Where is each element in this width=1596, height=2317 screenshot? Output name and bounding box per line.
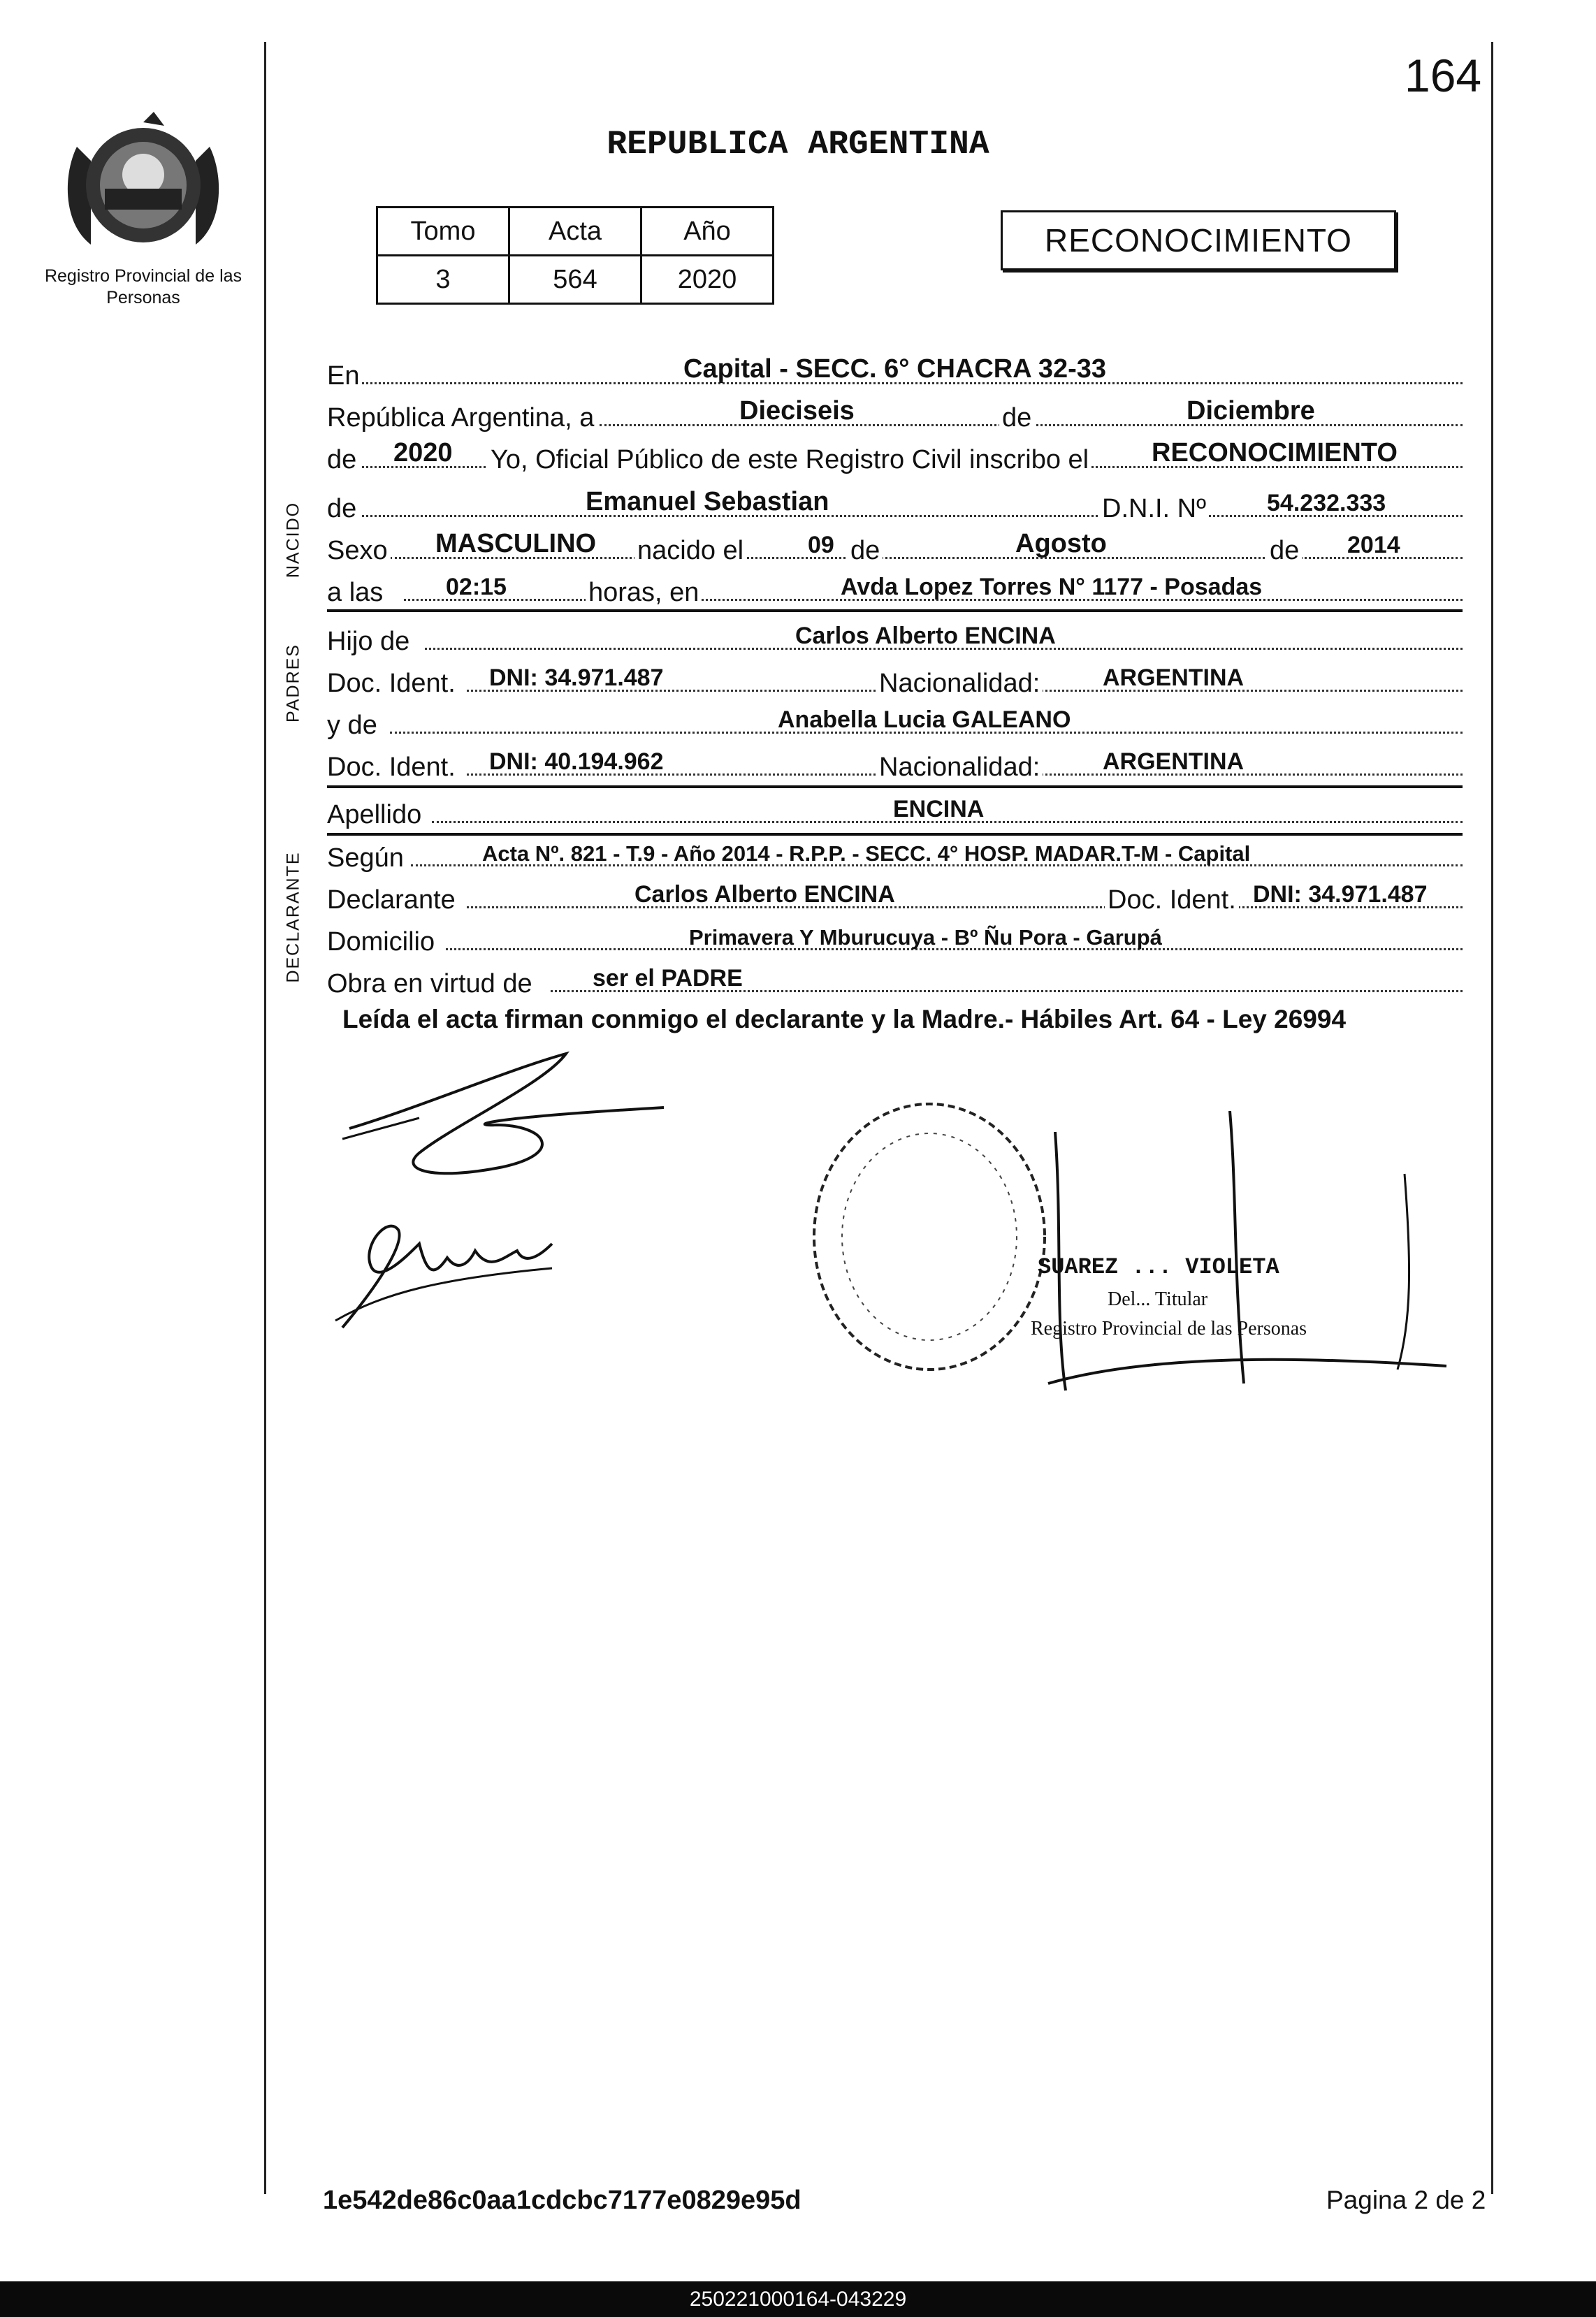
label-nac-padre: Nacionalidad:	[876, 669, 1043, 699]
label-republica: República Argentina, a	[327, 403, 597, 433]
right-margin-line	[1491, 42, 1493, 2194]
header-acta: Acta	[509, 208, 641, 256]
row-domicilio	[327, 917, 1463, 959]
value-tomo: 3	[377, 256, 509, 304]
value-declarante: Carlos Alberto ENCINA	[634, 881, 895, 908]
row-segun	[327, 833, 1463, 875]
page-indicator: Pagina 2 de 2	[1326, 2186, 1486, 2214]
row-hora	[327, 567, 1463, 609]
row-obra	[327, 959, 1463, 1001]
value-nac-padre: ARGENTINA	[1103, 664, 1245, 691]
closing-text: Leída el acta firman conmigo el declarante y la Madre.- Hábiles Art. 64 - Ley 26994	[342, 1005, 1347, 1033]
label-hijo-de: Hijo de	[327, 627, 412, 657]
value-dni-madre: DNI: 40.194.962	[489, 748, 664, 775]
separator-padres	[327, 785, 1463, 788]
act-type-box: RECONOCIMIENTO	[1001, 210, 1396, 270]
row-nombre	[327, 484, 1463, 525]
value-dia: Dieciseis	[739, 396, 855, 426]
stamp-line-2: Del... Titular	[1108, 1288, 1208, 1310]
mother-signature	[321, 1202, 573, 1342]
header-ano: Año	[641, 208, 774, 256]
value-dni: 54.232.333	[1267, 490, 1386, 516]
label-en: En	[327, 361, 362, 391]
barcode-strip: 250221000164-043229	[0, 2281, 1596, 2317]
value-acta: 564	[509, 256, 641, 304]
value-padre: Carlos Alberto ENCINA	[795, 623, 1056, 649]
value-nac-mes: Agosto	[1015, 529, 1107, 558]
value-madre: Anabella Lucia GALEANO	[778, 706, 1071, 733]
row-fecha	[327, 393, 1463, 435]
label-obra: Obra en virtud de	[327, 969, 535, 999]
label-nac-madre: Nacionalidad:	[876, 753, 1043, 783]
label-a-las: a las	[327, 578, 386, 608]
value-lugar-nac: Avda Lopez Torres N° 1177 - Posadas	[841, 574, 1263, 600]
separator-nacido	[327, 609, 1463, 612]
label-inscribo: Yo, Oficial Público de este Registro Civil inscribo el	[488, 445, 1091, 475]
value-domicilio: Primavera Y Mburucuya - Bº Ñu Pora - Garupá	[689, 925, 1162, 950]
row-madre-doc	[327, 742, 1463, 784]
label-nacido: nacido el	[634, 536, 746, 566]
value-obra: ser el PADRE	[593, 965, 743, 992]
label-de: de	[999, 403, 1034, 433]
value-mes: Diciembre	[1187, 396, 1315, 426]
left-margin-line	[264, 42, 266, 2194]
label-apellido: Apellido	[327, 800, 424, 830]
label-horas-en: horas, en	[586, 578, 702, 608]
value-dni-padre: DNI: 34.971.487	[489, 664, 664, 691]
label-doc-padre: Doc. Ident.	[327, 669, 458, 699]
value-tipo: RECONOCIMIENTO	[1152, 438, 1398, 467]
label-domicilio: Domicilio	[327, 927, 437, 957]
row-apellido	[327, 790, 1463, 831]
tomo-acta-ano-table	[376, 206, 774, 305]
label-declarante: Declarante	[327, 885, 458, 915]
label-segun: Según	[327, 843, 407, 873]
document-hash: 1e542de86c0aa1cdcbc7177e0829e95d	[323, 2186, 801, 2215]
row-madre	[327, 700, 1463, 742]
value-nac-dia: 09	[808, 532, 834, 558]
value-apellido: ENCINA	[893, 796, 985, 822]
row-sexo	[327, 525, 1463, 567]
value-nac-anio: 2014	[1347, 532, 1400, 558]
value-dni-declarante: DNI: 34.971.487	[1253, 881, 1428, 908]
row-declarante	[327, 875, 1463, 917]
label-de-mes: de	[848, 536, 883, 566]
official-stamp	[797, 1090, 1460, 1411]
declarant-signature	[335, 1041, 671, 1195]
label-dni: D.N.I. Nº	[1099, 494, 1209, 524]
value-anio: 2020	[393, 438, 453, 467]
value-sexo: MASCULINO	[435, 529, 597, 558]
value-hora: 02:15	[446, 574, 507, 600]
label-doc-madre: Doc. Ident.	[327, 753, 458, 783]
registry-name: Registro Provincial de las Personas	[44, 266, 242, 307]
row-padre-doc	[327, 658, 1463, 700]
stamp-line-1: SUAREZ ... VIOLETA	[1038, 1254, 1279, 1280]
value-lugar: Capital - SECC. 6° CHACRA 32-33	[683, 354, 1107, 384]
label-de-anio: de	[327, 445, 359, 475]
value-nombre: Emanuel Sebastian	[586, 487, 829, 516]
stamp-line-3: Registro Provincial de las Personas	[1031, 1318, 1307, 1339]
side-label-nacido: NACIDO	[283, 501, 303, 579]
label-de-anio-nac: de	[1267, 536, 1302, 566]
value-nac-madre: ARGENTINA	[1103, 748, 1245, 775]
label-de-nombre: de	[327, 494, 359, 524]
row-anio	[327, 435, 1463, 477]
document-title: REPUBLICA ARGENTINA	[607, 126, 989, 164]
row-en	[327, 351, 1463, 393]
value-segun: Acta Nº. 821 - T.9 - Año 2014 - R.P.P. - SECC. 4° HOSP. MADAR.T-M - Capital	[482, 841, 1251, 866]
label-doc-declarante: Doc. Ident.	[1105, 885, 1239, 915]
page-number: 164	[1405, 50, 1482, 101]
label-sexo: Sexo	[327, 536, 391, 566]
label-y-de: y de	[327, 711, 380, 741]
side-label-declarante: DECLARANTE	[283, 851, 303, 983]
header-tomo: Tomo	[377, 208, 509, 256]
side-label-padres: PADRES	[283, 644, 303, 722]
value-ano: 2020	[641, 256, 774, 304]
row-padre	[327, 616, 1463, 658]
